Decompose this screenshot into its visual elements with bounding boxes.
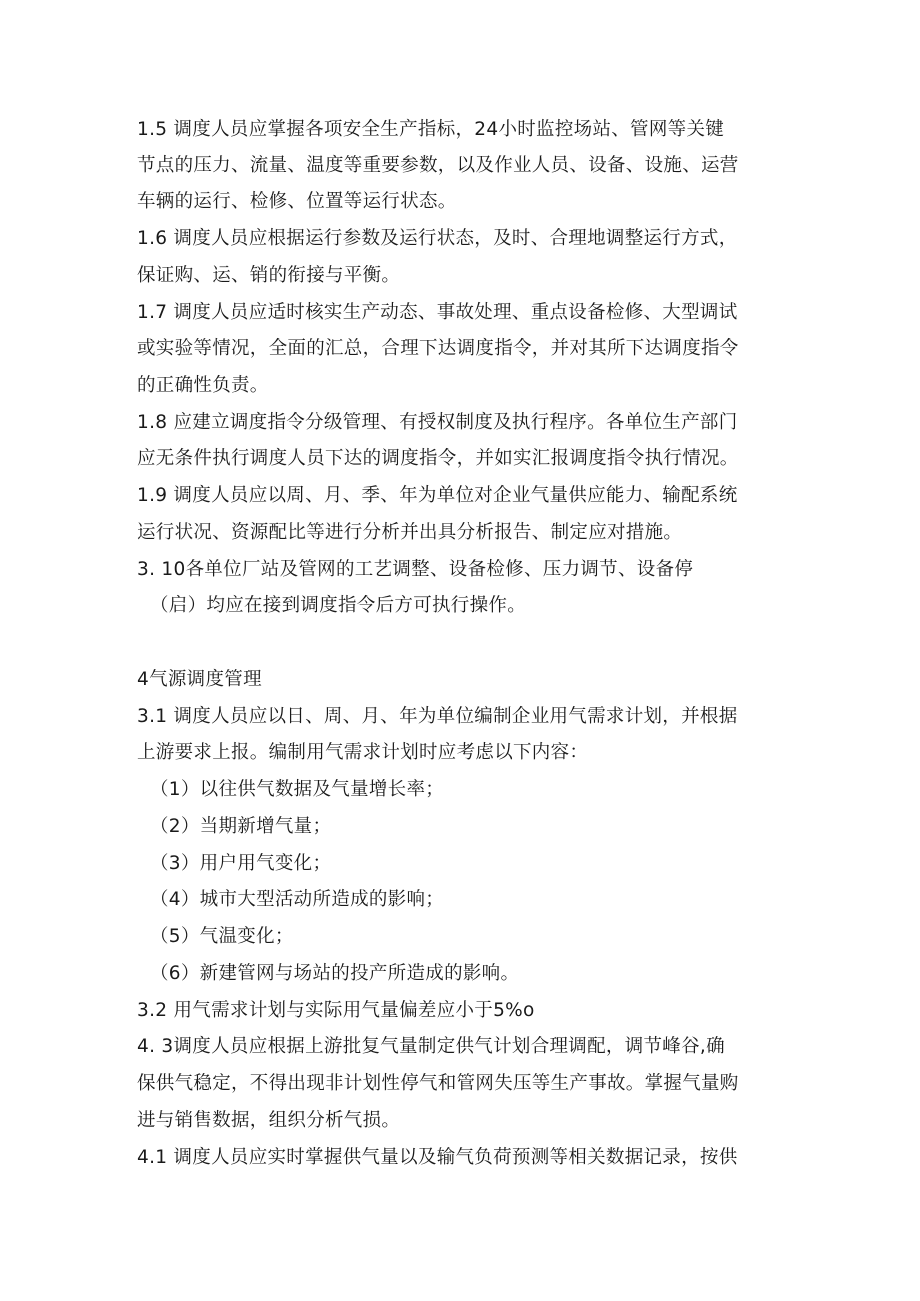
text-line: 保证购、运、销的衔接与平衡。 bbox=[137, 265, 401, 286]
text-line: （启）均应在接到调度指令后方可执行操作。 bbox=[150, 595, 527, 616]
text-line: 保供气稳定，不得出现非计划性停气和管网失压等生产事故。掌握气量购 bbox=[137, 1073, 739, 1094]
list-item: （1）以往供气数据及气量增长率； bbox=[150, 779, 445, 800]
text-line: 应无条件执行调度人员下达的调度指令，并如实汇报调度指令执行情况。 bbox=[137, 448, 739, 469]
text-line: 节点的压力、流量、温度等重要参数，以及作业人员、设备、设施、运营 bbox=[137, 155, 739, 176]
text-line: 3.2 用气需求计划与实际用气量偏差应小于5%o bbox=[137, 1000, 535, 1021]
text-line: 3. 10各单位厂站及管网的工艺调整、设备检修、压力调节、设备停 bbox=[137, 559, 694, 580]
text-line: 的正确性负责。 bbox=[137, 375, 269, 396]
text-line: 上游要求上报。编制用气需求计划时应考虑以下内容： bbox=[137, 742, 589, 763]
text-line: 进与销售数据，组织分析气损。 bbox=[137, 1110, 401, 1131]
section-heading: 4气源调度管理 bbox=[137, 669, 262, 690]
text-line: 1.9 调度人员应以周、月、季、年为单位对企业气量供应能力、输配系统 bbox=[137, 485, 738, 506]
text-line: 或实验等情况，全面的汇总，合理下达调度指令，并对其所下达调度指令 bbox=[137, 338, 739, 359]
text-line: 4.1 调度人员应实时掌握供气量以及输气负荷预测等相关数据记录，按供 bbox=[137, 1147, 738, 1168]
list-item: （2）当期新增气量； bbox=[150, 816, 332, 837]
text-line: 1.7 调度人员应适时核实生产动态、事故处理、重点设备检修、大型调试 bbox=[137, 302, 738, 323]
list-item: （6）新建管网与场站的投产所造成的影响。 bbox=[150, 963, 520, 984]
text-line: 车辆的运行、检修、位置等运行状态。 bbox=[137, 191, 457, 212]
text-line: 1.5 调度人员应掌握各项安全生产指标，24小时监控场站、管网等关键 bbox=[137, 119, 725, 140]
text-line: 运行状况、资源配比等进行分析并出具分析报告、制定应对措施。 bbox=[137, 522, 683, 543]
text-line: 3.1 调度人员应以日、周、月、年为单位编制企业用气需求计划，并根据 bbox=[137, 706, 738, 727]
list-item: （3）用户用气变化； bbox=[150, 853, 332, 874]
list-item: （5）气温变化； bbox=[150, 926, 294, 947]
list-item: （4）城市大型活动所造成的影响； bbox=[150, 889, 445, 910]
text-line: 1.6 调度人员应根据运行参数及运行状态，及时、合理地调整运行方式， bbox=[137, 228, 738, 249]
text-line: 1.8 应建立调度指令分级管理、有授权制度及执行程序。各单位生产部门 bbox=[137, 412, 738, 433]
text-line: 4. 3调度人员应根据上游批复气量制定供气计划合理调配，调节峰谷,确 bbox=[137, 1036, 725, 1057]
